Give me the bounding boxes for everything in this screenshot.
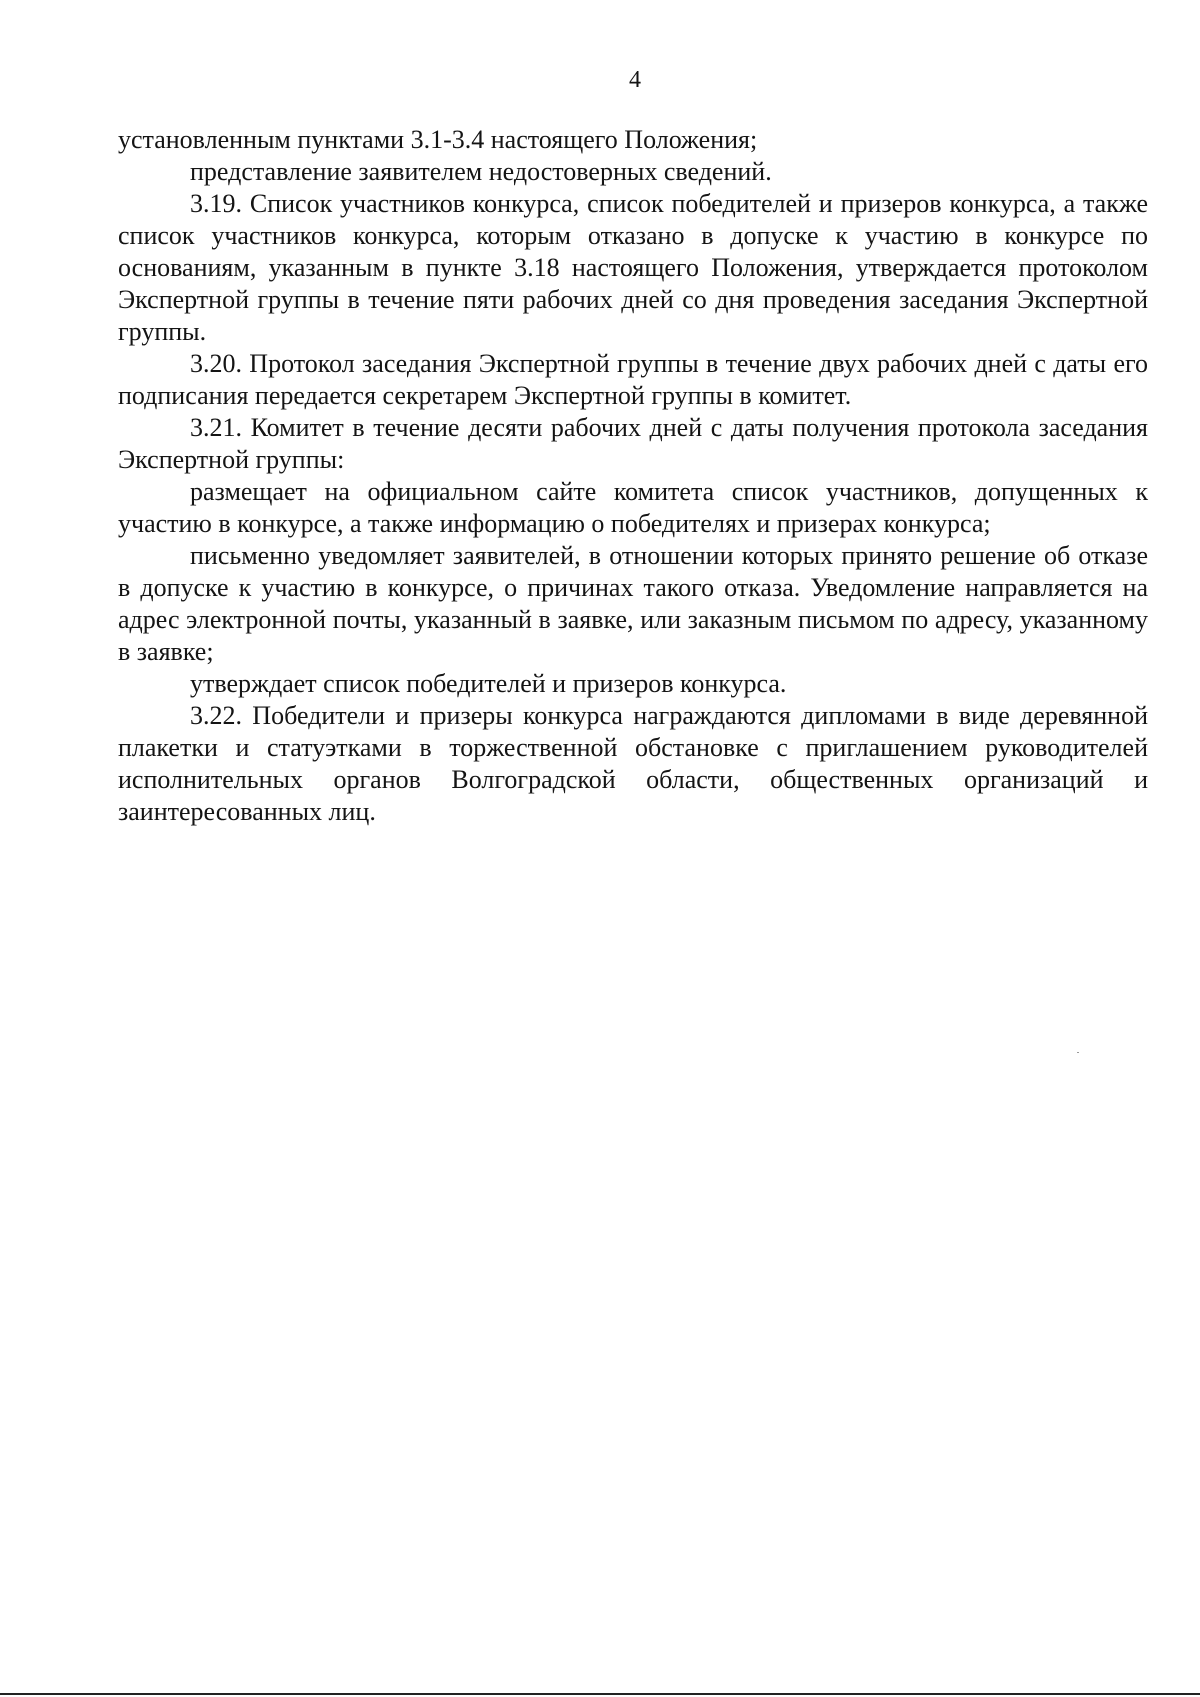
document-body (118, 124, 1148, 828)
paragraph-notifies-applicants: письменно уведомляет заявителей, в отношении которых принято решение об отказе в допуске к участию в конкурсе, о причинах такого отказа. Уведомление направляется на адрес электронной почты, указанный в заявке, или заказным письмом по адресу, указанному в заявке; (118, 541, 1148, 666)
paragraph-publishes-list: размещает на официальном сайте комитета список участников, допущенных к участию в конкурсе, а также информацию о победителях и призерах конкурса; (118, 477, 1148, 538)
paragraph-3-19: 3.19. Список участников конкурса, список победителей и призеров конкурса, а также список участников конкурса, которым отказано в допуске к участию в конкурсе по основаниям, указанным в пункте 3.18 настоящего Положения, утверждается протоколом Экспертной группы в течение пяти рабочих дней со дня проведения заседания Экспертной группы. (118, 189, 1148, 346)
paragraph-3-22: 3.22. Победители и призеры конкурса награждаются дипломами в виде деревянной плакетки и статуэтками в торжественной обстановке с приглашением руководителей исполнительных органов Волгоградской области, общественных организаций и заинтересованных лиц. (118, 701, 1148, 826)
paragraph-3-20: 3.20. Протокол заседания Экспертной группы в течение двух рабочих дней с даты его подписания передается секретарем Экспертной группы в комитет. (118, 349, 1148, 410)
page-number: 4 (629, 67, 641, 93)
paragraph-continuation: установленным пунктами 3.1-3.4 настоящего Положения; (118, 125, 758, 154)
paragraph-approves-winners: утверждает список победителей и призеров конкурса. (190, 669, 787, 698)
paragraph-invalid-info: представление заявителем недостоверных сведений. (190, 157, 772, 186)
scan-speck (1077, 1052, 1079, 1053)
scan-bottom-edge (0, 1693, 1200, 1695)
paragraph-3-21: 3.21. Комитет в течение десяти рабочих дней с даты получения протокола заседания Экспертной группы: (118, 413, 1148, 474)
